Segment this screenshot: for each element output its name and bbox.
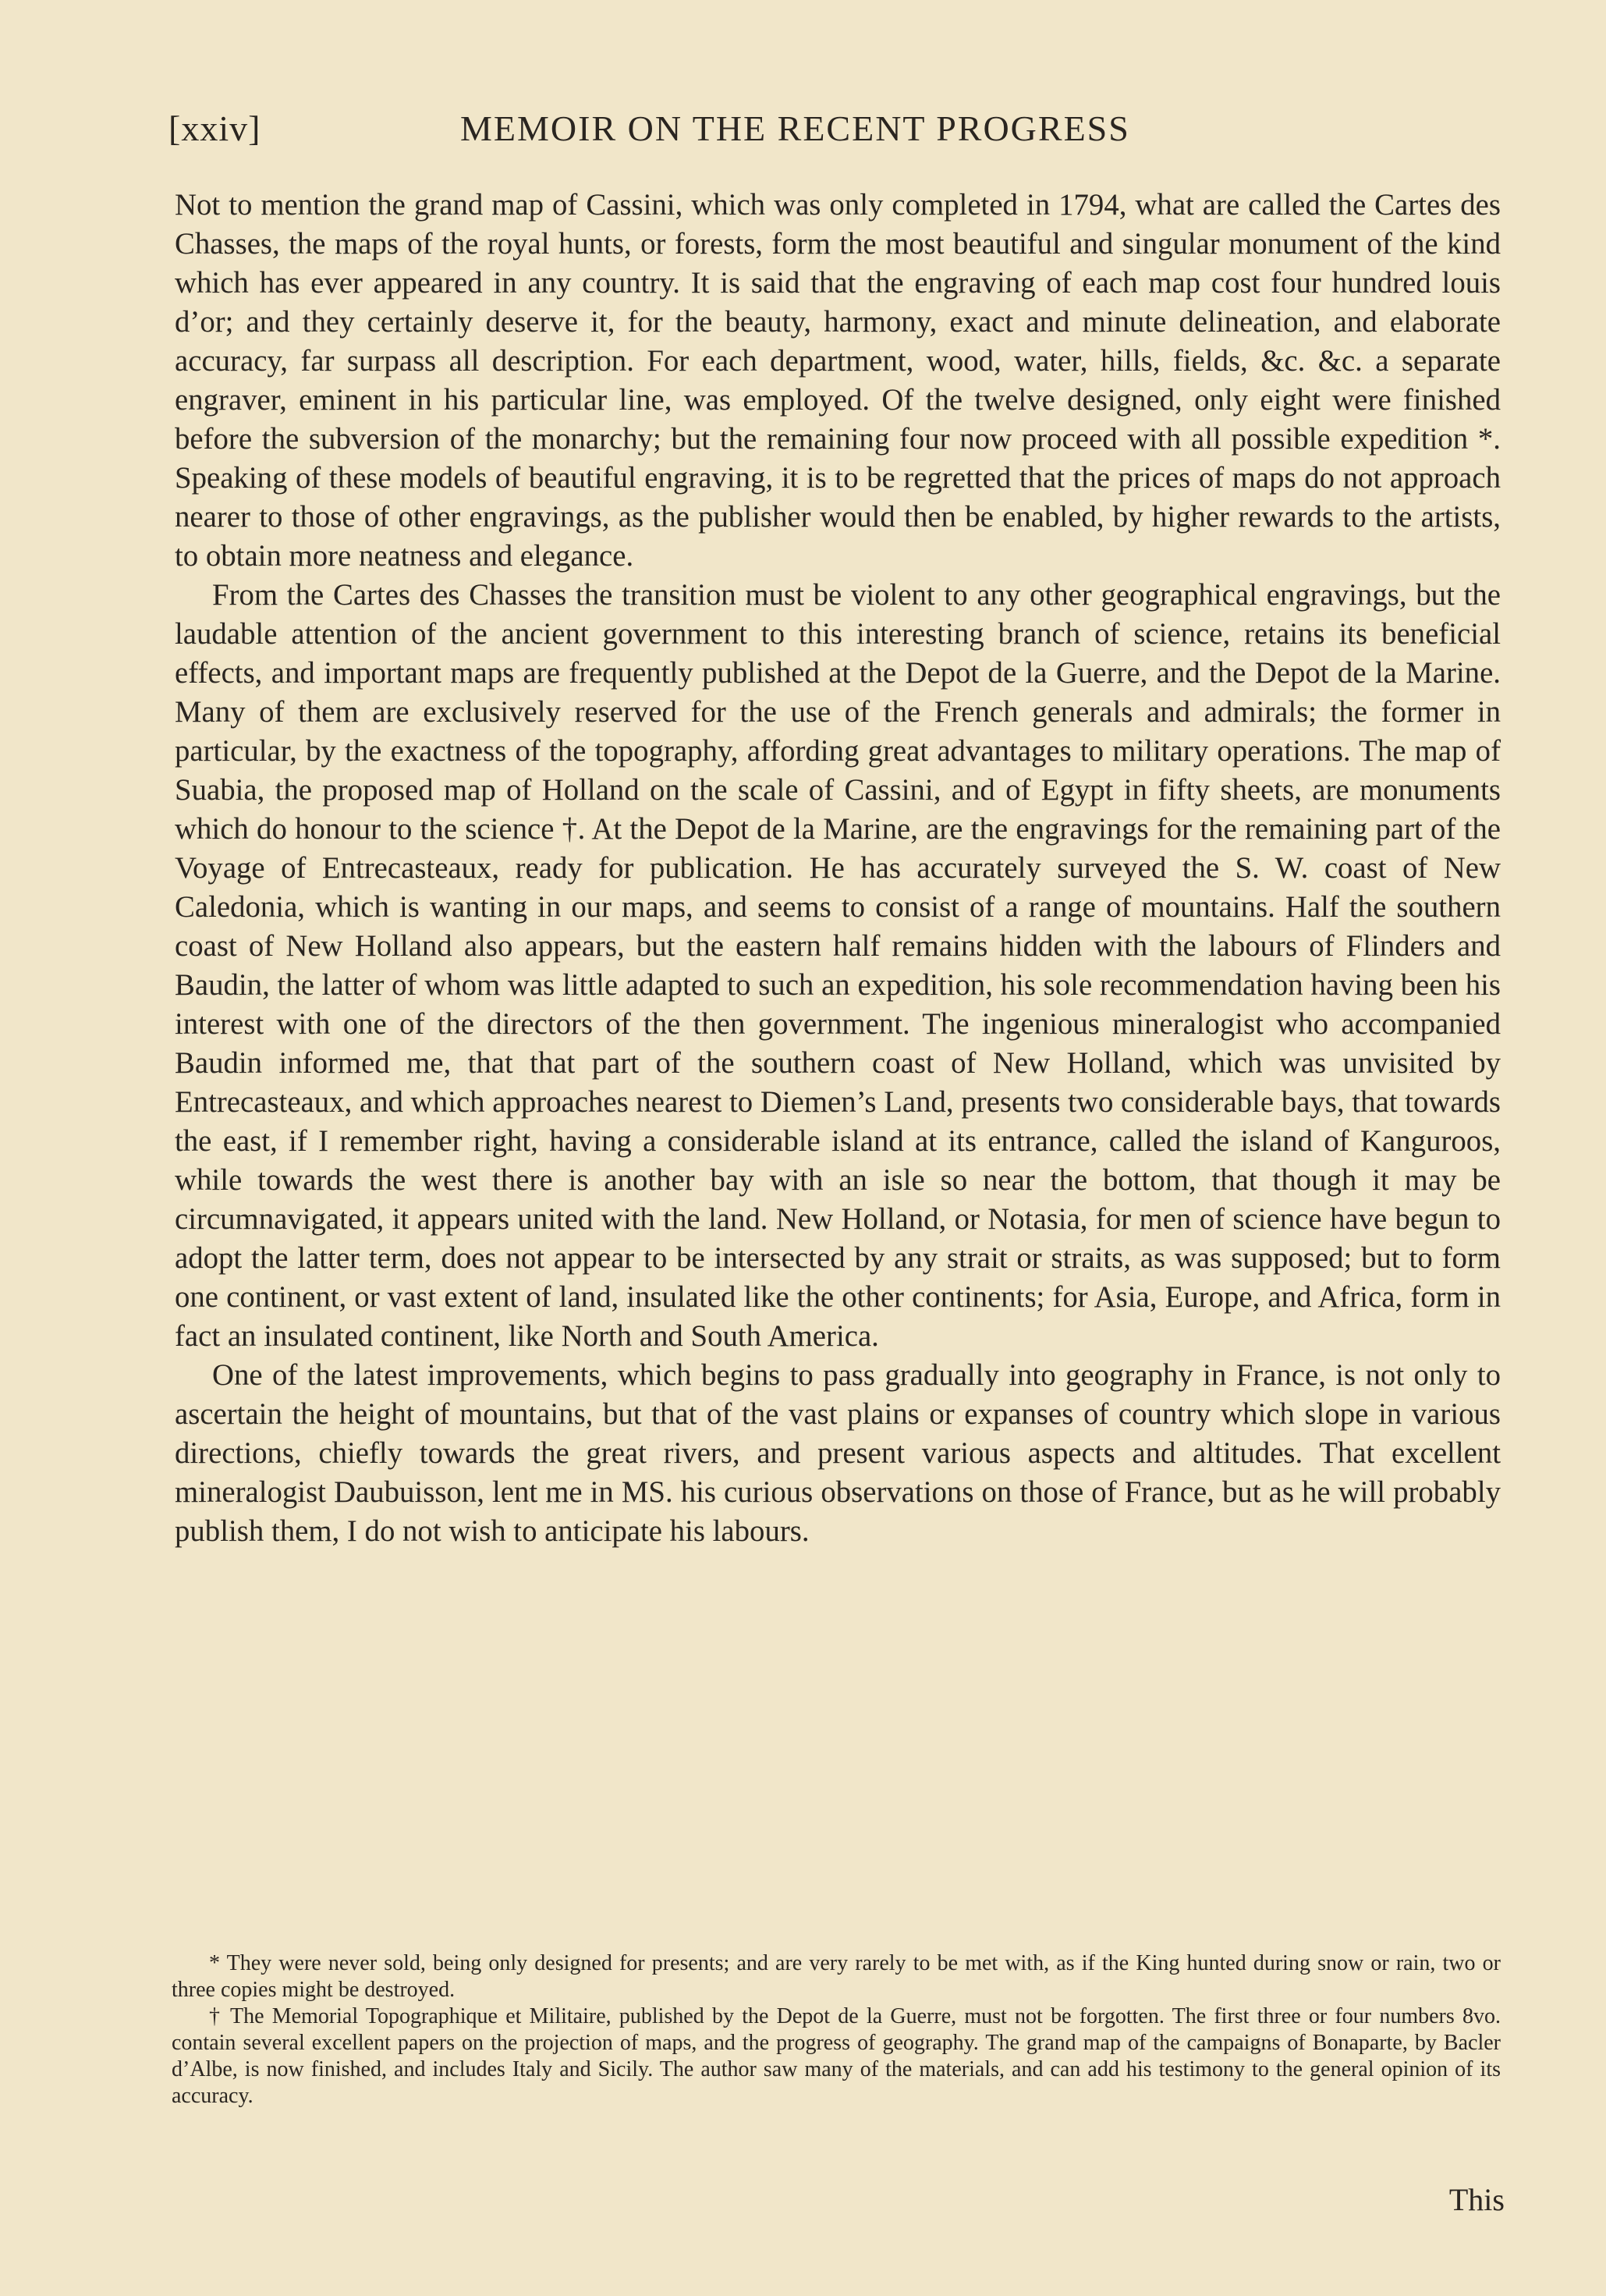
running-title: MEMOIR ON THE RECENT PROGRESS xyxy=(460,108,1130,148)
catchword: This xyxy=(1448,2182,1505,2217)
footnote-asterisk: * They were never sold, being only designed for presents; and are very rarely to be met with, as if the King hunted during snow or rain, two or three copies might be destroyed. xyxy=(172,1951,1501,2002)
page-header xyxy=(0,108,1606,154)
footnote-dagger: † The Memorial Topographique et Militaire, published by the Depot de la Guerre, must not be forgotten. The first three or four numbers 8vo. contain several excellent papers on the projection of maps, and the progress of geography. The grand map of the campaigns of Bonaparte, by Bacler d’Albe, is now finished, and includes Italy and Sicily. The author saw many of the materials, and can add his testimony to the general opinion of its accuracy. xyxy=(172,2004,1501,2108)
paragraph-depot-engravings: From the Cartes des Chasses the transition must be violent to any other geographical engravings, but the laudable attention of the ancient government to this interesting branch of science, retains its beneficial effects, and important maps are frequently published at the Depot de la Guerre, and the Depot de la Marine. Many of them are exclusively reserved for the use of the French generals and admirals; the former in particular, by the exactness of the topography, affording great advantages to military operations. The map of Suabia, the proposed map of Holland on the scale of Cassini, and of Egypt in fifty sheets, are monuments which do honour to the science †. At the Depot de la Marine, are the engravings for the remaining part of the Voyage of Entrecasteaux, ready for publication. He has accurately surveyed the S. W. coast of New Caledonia, which is wanting in our maps, and seems to consist of a range of mountains. Half the southern coast of New Holland also appears, but the eastern half remains hidden with the labours of Flinders and Baudin, the latter of whom was little adapted to such an expedition, his sole recommendation having been his interest with one of the directors of the then government. The ingenious mineralogist who accompanied Baudin informed me, that that part of the southern coast of New Holland, which was unvisited by Entrecasteaux, and which approaches nearest to Diemen’s Land, presents two considerable bays, that towards the east, if I remember right, having a considerable island at its entrance, called the island of Kanguroos, while towards the west there is another bay with an isle so near the bottom, that though it may be circumnavigated, it appears united with the land. New Holland, or Notasia, for men of science have begun to adopt the latter term, does not appear to be intersected by any strait or straits, as was supposed; but to form one continent, or vast extent of land, insulated like the other continents; for Asia, Europe, and Africa, form in fact an insulated continent, like North and South America. xyxy=(175,578,1501,1353)
page-number: [xxiv] xyxy=(168,108,261,148)
footnotes xyxy=(172,1950,1501,2110)
paragraph-height-of-plains: One of the latest improvements, which begins to pass gradually into geography in France, is not only to ascertain the height of mountains, but that of the vast plains or expanses of country which slope in various directions, chiefly towards the great rivers, and present various aspects and altitudes. That excellent mineralogist Daubuisson, lent me in MS. his curious observations on those of France, but as he will probably publish them, I do not wish to anticipate his labours. xyxy=(175,1358,1501,1548)
main-text xyxy=(175,186,1501,1551)
paragraph-cartes-des-chasses: Not to mention the grand map of Cassini, which was only completed in 1794, what are called the Cartes des Chasses, the maps of the royal hunts, or forests, form the most beautiful and singular monument of the kind which has ever appeared in any country. It is said that the engraving of each map cost four hundred louis d’or; and they certainly deserve it, for the beauty, harmony, exact and minute delineation, and elaborate accuracy, far surpass all description. For each department, wood, water, hills, fields, &c. &c. a separate engraver, eminent in his particular line, was employed. Of the twelve designed, only eight were finished before the subversion of the monarchy; but the remaining four now proceed with all possible expedition *. Speaking of these models of beautiful engraving, it is to be regretted that the prices of maps do not approach nearer to those of other engravings, as the publisher would then be enabled, by higher rewards to the artists, to obtain more neatness and elegance. xyxy=(175,188,1501,573)
